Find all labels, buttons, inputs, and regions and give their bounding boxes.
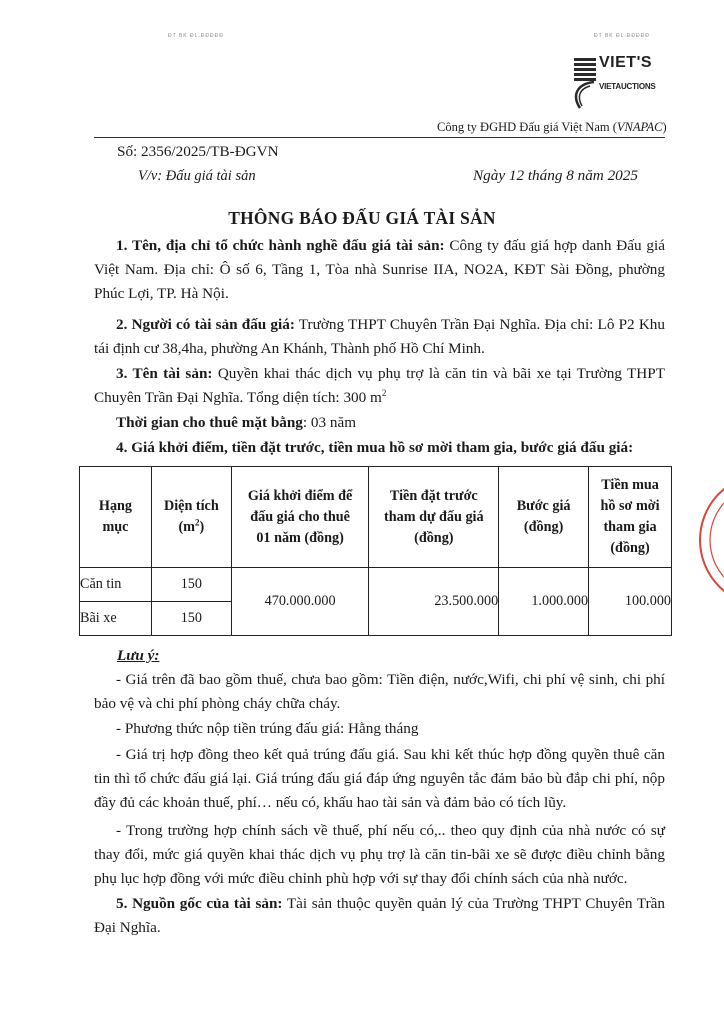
auction-table [79, 466, 672, 636]
notes-heading-text: Lưu ý [117, 647, 155, 664]
row-area: 150 [151, 602, 231, 636]
section-3-sup: 2 [381, 387, 387, 398]
page-title: THÔNG BÁO ĐẤU GIÁ TÀI SẢN [228, 208, 496, 228]
lease-label: Thời gian cho thuê mặt bằng [116, 414, 303, 431]
red-stamp-icon [696, 470, 724, 610]
header-item-text: Hạng mục [98, 498, 133, 535]
header-start-price [231, 467, 369, 568]
section-4 [94, 436, 665, 460]
logo-text-vietauctions: VIETAUCTIONS [599, 82, 656, 91]
start-price-value: 470.000.000 [231, 568, 369, 636]
section-4-label: 4. Giá khởi điểm, tiền đặt trước, tiền mua hồ sơ mời tham gia, bước giá đấu giá: [116, 439, 634, 456]
header-deposit [369, 467, 499, 568]
logo-text-viets: VIET'S [599, 54, 653, 71]
header-area [151, 467, 231, 568]
header-step [499, 467, 589, 568]
header-rule [94, 137, 665, 138]
note-1: - Giá trên đã bao gồm thuế, chưa bao gồm: Tiền điện, nước,Wifi, chi phí vệ sinh, chi phí bảo vệ và chi phí phòng cháy chữa cháy. [94, 671, 665, 712]
header-dossier-text: Tiền mua hồ sơ mời tham gia (đồng) [600, 477, 660, 556]
note-3: - Giá trị hợp đồng theo kết quả trúng đấu giá. Sau khi kết thúc hợp đồng quyền thuê căn tin thì tổ chức đấu giá lại. Giá trúng đấu giá đáp ứng nguyên tắc đảm bảo bù đắp chi phí, nộp đầy đủ các khoản thuế, phí… nếu có, khấu hao tài sản và đảm bảo có tích lũy. [94, 746, 665, 811]
notes-heading-colon: : [154, 647, 160, 664]
header-step-text: Bước giá (đồng) [516, 498, 571, 535]
header-deposit-text: Tiền đặt trước tham dự đấu giá (đồng) [384, 487, 484, 546]
header-area-end: ) [199, 519, 205, 535]
row-item: Bãi xe [80, 602, 152, 636]
step-value: 1.000.000 [499, 568, 589, 636]
section-3 [94, 362, 665, 410]
section-5-text: Tài sản thuộc quyền quản lý của Trường THPT Chuyên Trần Đại Nghĩa. [94, 895, 665, 936]
lease-term [94, 411, 665, 435]
document-subject: V/v: Đấu giá tài sản [138, 168, 256, 184]
header-dossier [589, 467, 672, 568]
document-date: Ngày 12 tháng 8 năm 2025 [473, 167, 638, 184]
notes-heading [117, 644, 159, 668]
section-2-label: 2. Người có tài sản đấu giá: [116, 316, 295, 333]
header-start-price-text: Giá khởi điểm để đấu giá cho thuê 01 năm (đồng) [247, 487, 353, 546]
section-2 [94, 313, 665, 361]
company-logo [574, 54, 666, 116]
logo-swoosh-icon [570, 80, 598, 110]
company-abbr: VNAPAC [616, 120, 663, 134]
section-5-label: 5. Nguồn gốc của tài sản: [116, 895, 283, 912]
section-1-label: 1. Tên, địa chỉ tổ chức hành nghề đấu giá tài sản: [116, 237, 445, 254]
company-name-end: ) [662, 120, 667, 134]
header-area-text: Diện tích (m [163, 498, 219, 535]
scan-mark-left: ĐT BK ĐL.ĐĐĐĐĐ [168, 33, 224, 39]
scan-mark-right: ĐT BK ĐL.ĐĐĐĐĐ [594, 33, 650, 39]
company-name-line [437, 119, 667, 135]
section-2-text: Trường THPT Chuyên Trần Đại Nghĩa. Địa chỉ: Lô P2 Khu tái định cư 38,4ha, phường An Khánh, Thành phố Hồ Chí Minh. [94, 316, 665, 357]
company-name: Công ty ĐGHD Đấu giá Việt Nam ( [437, 120, 617, 134]
row-area: 150 [151, 568, 231, 602]
section-1-text: Công ty đấu giá hợp danh Đấu giá Việt Nam. Địa chỉ: Ô số 6, Tầng 1, Tòa nhà Sunrise IIA, NO2A, KĐT Sài Đồng, phường Phúc Lợi, TP. Hà Nội. [94, 237, 665, 302]
deposit-value: 23.500.000 [369, 568, 499, 636]
header-item [80, 467, 152, 568]
row-item: Căn tin [80, 568, 152, 602]
note-2: - Phương thức nộp tiền trúng đấu giá: Hằng tháng [116, 720, 419, 737]
header-area-sup: 2 [195, 517, 200, 528]
table-header-row [80, 467, 672, 568]
lease-text: : 03 năm [302, 414, 357, 431]
document-number: Số: 2356/2025/TB-ĐGVN [117, 143, 279, 160]
section-5 [94, 892, 665, 940]
note-4: - Trong trường hợp chính sách về thuế, phí nếu có,.. theo quy định của nhà nước có sự thay đổi, mức giá quyền khai thác dịch vụ phụ trợ là căn tin-bãi xe sẽ được điều chỉnh bằng phụ lục hợp đồng với mức điều chỉnh phù hợp với sự thay đổi chính sách của nhà nước. [94, 822, 665, 887]
dossier-value: 100.000 [589, 568, 672, 636]
section-3-label: 3. Tên tài sản: [116, 365, 213, 382]
section-3-text: Quyền khai thác dịch vụ phụ trợ là căn tin và bãi xe tại Trường THPT Chuyên Trần Đại Nghĩa. Tổng diện tích: 300 m [94, 365, 665, 406]
table-row [80, 568, 672, 602]
section-1 [94, 234, 665, 306]
